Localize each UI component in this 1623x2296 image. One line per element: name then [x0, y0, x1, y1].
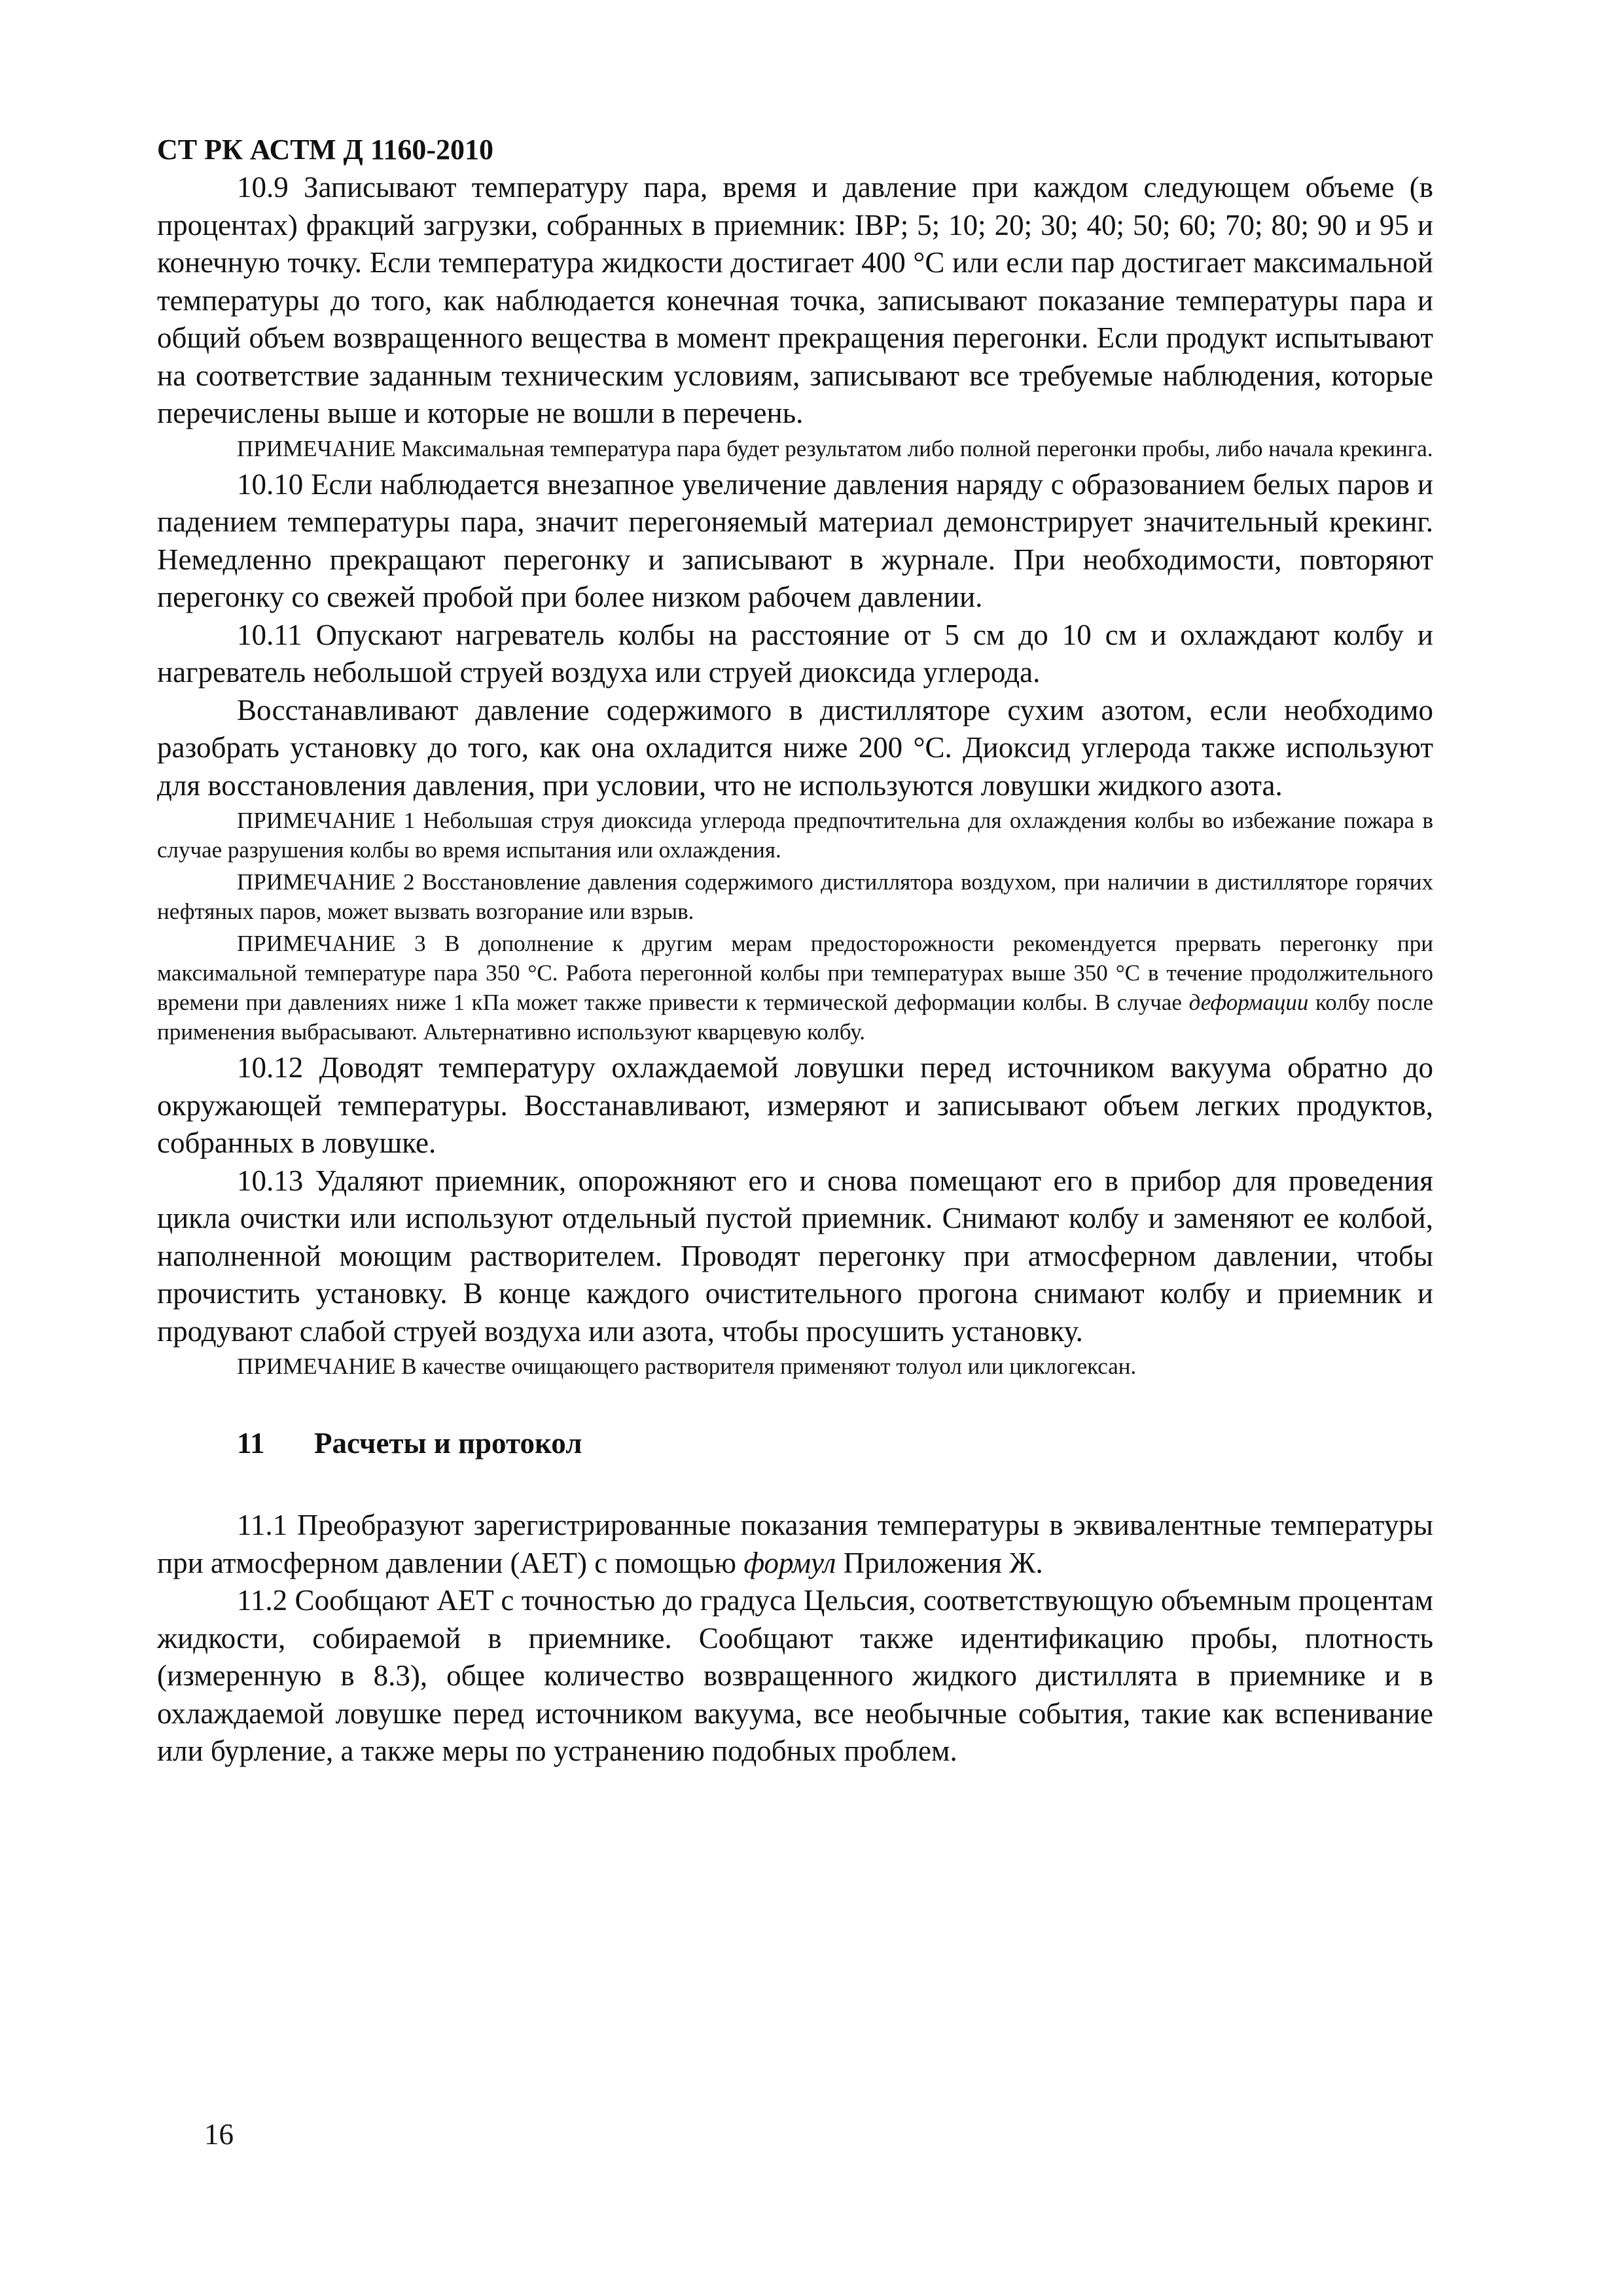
- paragraph-11-1-end: Приложения Ж.: [843, 1546, 1043, 1579]
- paragraph-11-1-italic-term: формул: [743, 1546, 836, 1579]
- note-2: ПРИМЕЧАНИЕ 2 Восстановление давления содержимого дистиллятора воздухом, при наличии в дистилляторе горячих нефтяных паров, может вызвать возгорание или взрыв.: [157, 869, 1433, 924]
- paragraph-11-2: 11.2 Сообщают AET с точностью до градуса Цельсия, соответствующую объемным процентам жидкости, собираемой в приемнике. Сообщают также идентификацию пробы, плотность (измеренную в 8.3), общее количество возвращенного жидкого дистиллята в приемнике и в охлаждаемой ловушке перед источником вакуума, все необычные события, такие как вспенивание или бурление, а также меры по устранению подобных проблем.: [157, 1584, 1433, 1767]
- document-code-header: СТ РК АСТМ Д 1160-2010: [157, 134, 494, 166]
- page-number: 16: [204, 2118, 234, 2151]
- paragraph-11-1-start: 11.1 Преобразуют зарегистрированные показания температуры в эквивалентные температуры при атмосферном давлении (AET) с помощью: [157, 1509, 1433, 1579]
- note-1: ПРИМЕЧАНИЕ 1 Небольшая струя диоксида углерода предпочтительна для охлаждения колбы во избежание пожара в случае разрушения колбы во время испытания или охлаждения.: [157, 808, 1433, 863]
- note-10-9: ПРИМЕЧАНИЕ Максимальная температура пара будет результатом либо полной перегонки пробы, либо начала крекинга.: [237, 435, 1433, 461]
- paragraph-10-13: 10.13 Удаляют приемник, опорожняют его и снова помещают его в прибор для проведения цикла очистки или используют отдельный пустой приемник. Снимают колбу и заменяют ее колбой, наполненной моющим растворителем. Проводят перегонку при атмосферном давлении, чтобы прочистить установку. В конце каждого очистительного прогона снимают колбу и приемник и продувают слабой струей воздуха или азота, чтобы просушить установку.: [157, 1164, 1433, 1348]
- section-11-title: Расчеты и протокол: [314, 1427, 582, 1460]
- paragraph-10-10: 10.10 Если наблюдается внезапное увеличение давления наряду с образованием белых паров и падением температуры пара, значит перегоняемый материал демонстрирует значительный крекинг. Немедленно прекращают перегонку и записывают в журнале. При необходимости, повторяют перегонку со свежей пробой при более низком рабочем давлении.: [157, 467, 1433, 613]
- paragraph-10-12: 10.12 Доводят температуру охлаждаемой ловушки перед источником вакуума обратно до окружающей температуры. Восстанавливают, измеряют и записывают объем легких продуктов, собранных в ловушке.: [157, 1051, 1433, 1159]
- note-3: [157, 929, 1433, 1047]
- note-10-13: ПРИМЕЧАНИЕ В качестве очищающего растворителя применяют толуол или циклогексан.: [237, 1354, 1137, 1379]
- paragraph-10-11: 10.11 Опускают нагреватель колбы на расстояние от 5 см до 10 см и охлаждают колбу и нагреватель небольшой струей воздуха или струей диоксида углерода.: [157, 618, 1433, 689]
- section-11-number: 11: [237, 1427, 265, 1460]
- section-11-heading: [237, 1424, 1433, 1462]
- note-3-text-start: ПРИМЕЧАНИЕ 3 В дополнение к другим мерам предосторожности рекомендуется прервать перегонку при максимальной температуре пара 350 °С. Работа перегонной колбы при температурах выше 350 °С в течение продолжительного времени при давлениях ниже 1 кПа может также привести к термической деформации колбы. В случае: [157, 931, 1433, 1015]
- paragraph-10-11-pressure: Восстанавливают давление содержимого в дистилляторе сухим азотом, если необходимо разобрать установку до того, как она охладится ниже 200 °С. Диоксид углерода также используют для восстановления давления, при условии, что не используются ловушки жидкого азота.: [157, 693, 1433, 802]
- paragraph-11-1: [157, 1507, 1433, 1582]
- document-page: [157, 131, 1433, 1770]
- note-3-italic-term: деформации: [1188, 990, 1309, 1015]
- paragraph-10-9: 10.9 Записывают температуру пара, время и давление при каждом следующем объеме (в процентах) фракций загрузки, собранных в приемник: IBP; 5; 10; 20; 30; 40; 50; 60; 70; 80; 90 и 95 и конечную точку. Если температура жидкости достигает 400 °С или если пар достигает максимальной температуры до того, как наблюдается конечная точка, записывают показание температуры пара и общий объем возвращенного вещества в момент прекращения перегонки. Если продукт испытывают на соответствие заданным техническим условиям, записывают все требуемые наблюдения, которые перечислены выше и которые не вошли в перечень.: [157, 171, 1433, 429]
- note-3-text-end: колбу после применения выбрасывают. Альтернативно используют кварцевую колбу.: [157, 990, 1434, 1045]
